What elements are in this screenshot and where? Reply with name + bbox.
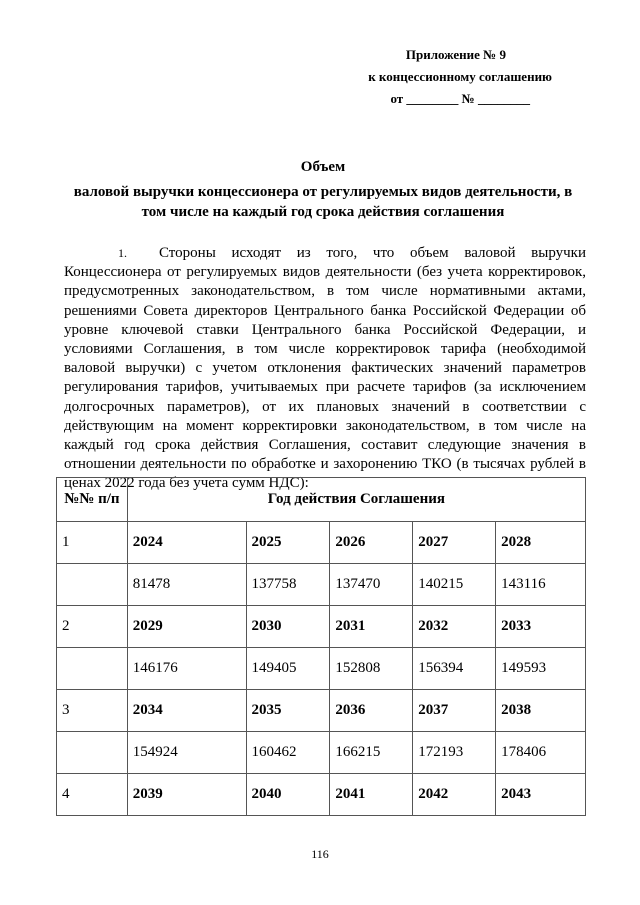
year-cell: 2041 [330, 774, 413, 816]
value-cell: 143116 [496, 564, 586, 606]
table-row [57, 564, 586, 606]
year-cell: 2025 [246, 522, 330, 564]
row-number-cell: 3 [57, 690, 128, 732]
title-line-1: Объем [300, 159, 346, 175]
year-cell: 2024 [127, 522, 246, 564]
year-cell: 2033 [496, 606, 586, 648]
value-cell: 160462 [246, 732, 330, 774]
paragraph-text: Стороны исходят из того, что объем валовой выручки Концессионера от регулируемых видов деятельности (без учета корректировок, предусмотренных законодательством, в том числе нормативными актами, решениями Совета директоров Центрального банка Российской Федерации об уровне ключевой ставки Центрального банка Российской Федерации, и условиями Соглашения, в том числе корректировок тарифа (необходимой валовой выручки) с учетом отклонения фактических значений параметров регулирования тарифов, учитываемых при расчете тарифов (за исключением долгосрочных параметров), от их плановых значений в соответствии с действующим на момент корректировки законодательством, в том числе на каждый год срока действия Соглашения, составит следующие значения в отношении деятельности по обработке и захоронению ТКО (в тысячах рублей в ценах 2022 года без учета сумм НДС): [64, 245, 586, 492]
value-cell: 81478 [127, 564, 246, 606]
revenue-table [56, 477, 586, 816]
table-row [57, 648, 586, 690]
table-row [57, 774, 586, 816]
value-cell: 149405 [246, 648, 330, 690]
table-row [57, 606, 586, 648]
year-cell: 2031 [330, 606, 413, 648]
year-cell: 2040 [246, 774, 330, 816]
value-cell: 152808 [330, 648, 413, 690]
value-cell: 166215 [330, 732, 413, 774]
title-line-2: валовой выручки концессионера от регулируемых видов деятельности, в том числе на каждый год срока действия соглашения [73, 184, 573, 220]
header-number-cell: №№ п/п [57, 478, 128, 522]
year-cell: 2035 [246, 690, 330, 732]
page-number: 116 [311, 847, 329, 861]
appendix-subtitle: к концессионному соглашению [368, 69, 552, 84]
empty-cell [57, 564, 128, 606]
row-number-cell: 4 [57, 774, 128, 816]
table-row [57, 732, 586, 774]
appendix-header [368, 44, 552, 110]
value-cell: 146176 [127, 648, 246, 690]
value-cell: 178406 [496, 732, 586, 774]
empty-cell [57, 648, 128, 690]
value-cell: 137758 [246, 564, 330, 606]
year-cell: 2039 [127, 774, 246, 816]
year-cell: 2042 [413, 774, 496, 816]
year-cell: 2037 [413, 690, 496, 732]
appendix-date-number: от ________ № ________ [390, 91, 530, 106]
year-cell: 2038 [496, 690, 586, 732]
year-cell: 2034 [127, 690, 246, 732]
value-cell: 172193 [413, 732, 496, 774]
row-number-cell: 1 [57, 522, 128, 564]
value-cell: 149593 [496, 648, 586, 690]
table-row [57, 690, 586, 732]
row-number-cell: 2 [57, 606, 128, 648]
table-row [57, 522, 586, 564]
value-cell: 137470 [330, 564, 413, 606]
document-title [62, 157, 584, 222]
paragraph-number: 1. [118, 246, 127, 260]
header-year-cell: Год действия Соглашения [127, 478, 585, 522]
value-cell: 156394 [413, 648, 496, 690]
paragraph-1 [64, 244, 586, 494]
empty-cell [57, 732, 128, 774]
year-cell: 2036 [330, 690, 413, 732]
year-cell: 2032 [413, 606, 496, 648]
appendix-title: Приложение № 9 [405, 47, 506, 62]
value-cell: 140215 [413, 564, 496, 606]
year-cell: 2028 [496, 522, 586, 564]
year-cell: 2043 [496, 774, 586, 816]
table-header-row [57, 478, 586, 522]
year-cell: 2029 [127, 606, 246, 648]
value-cell: 154924 [127, 732, 246, 774]
year-cell: 2026 [330, 522, 413, 564]
year-cell: 2030 [246, 606, 330, 648]
year-cell: 2027 [413, 522, 496, 564]
